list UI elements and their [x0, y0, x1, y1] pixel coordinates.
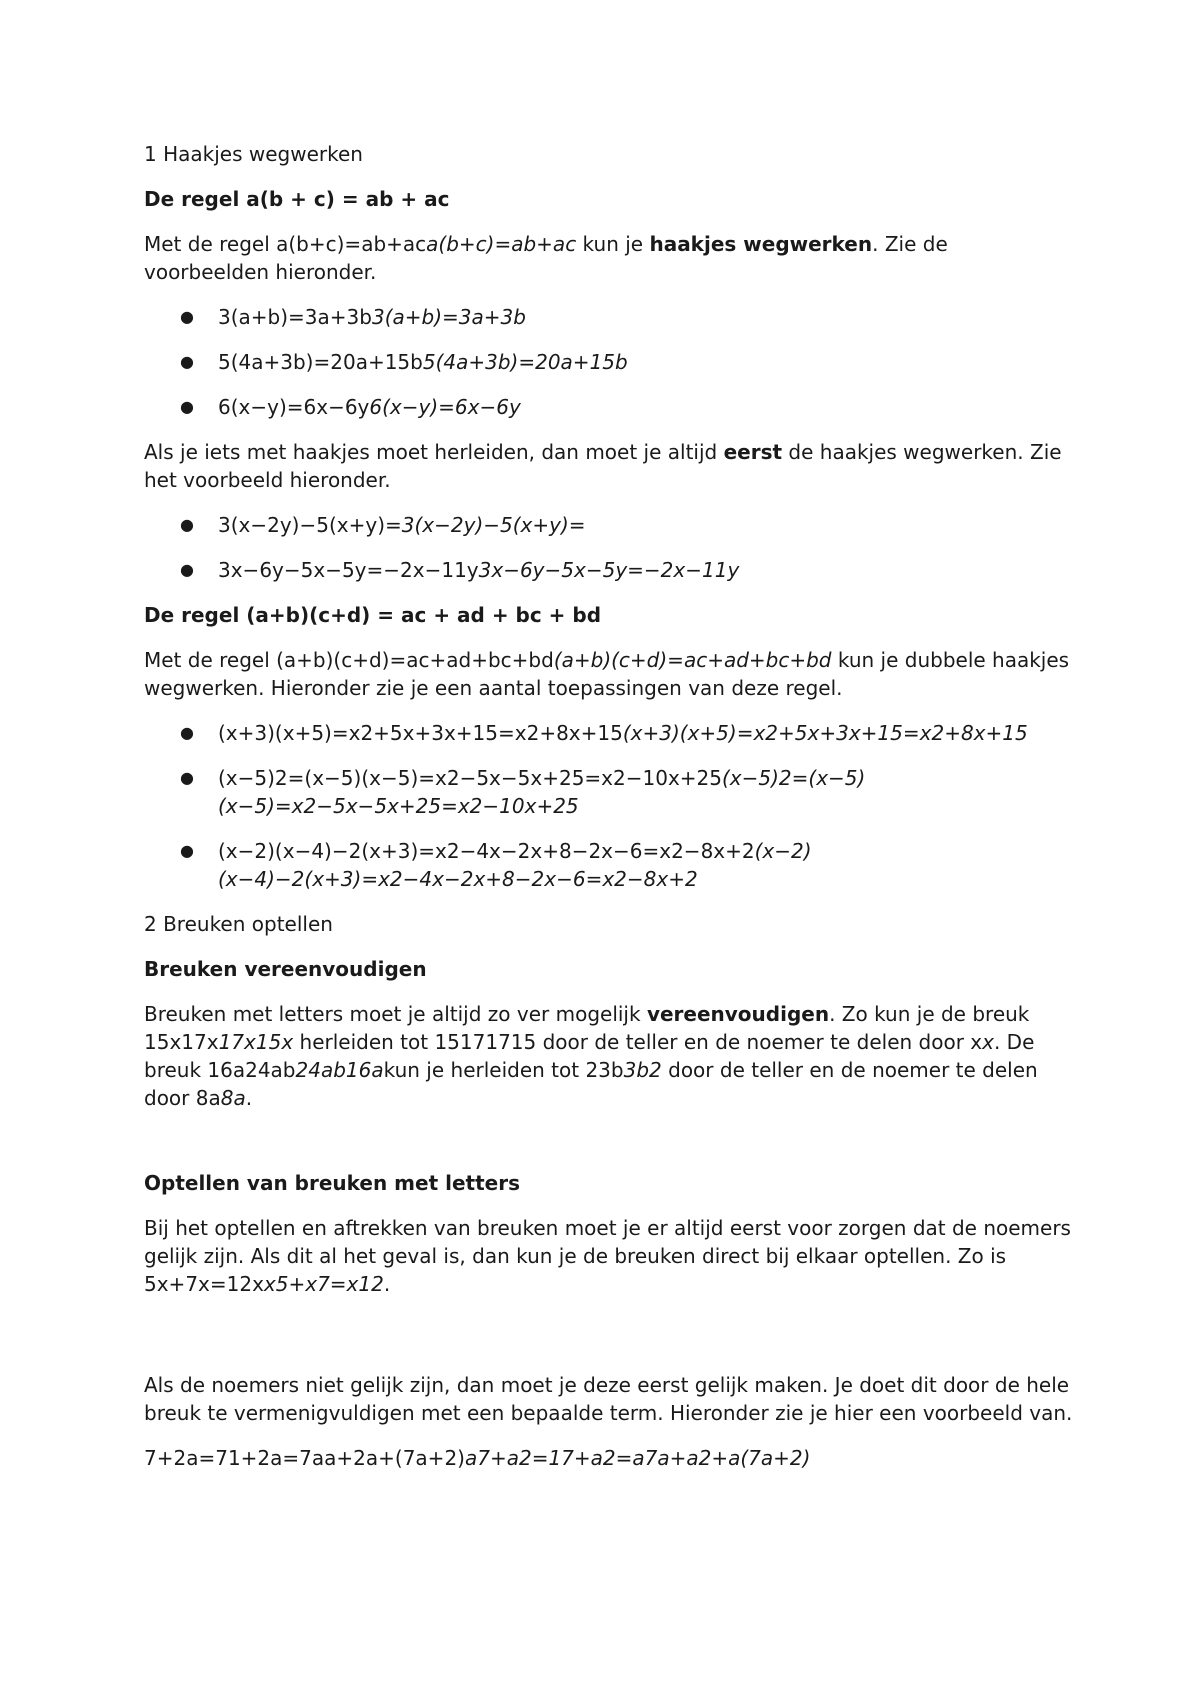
text-run: kun je dubbele haakjes wegwerken. Hieronder zie je een aantal toepassingen van deze regel.: [144, 648, 1070, 700]
list-item: [144, 556, 1074, 584]
math-italic: (x−5)2=(x−5)(x−5)=x2−5x−5x+25=x2−10x+25: [218, 766, 866, 818]
example-list-2: [144, 511, 1074, 584]
text-run: .: [245, 1086, 253, 1110]
subheading-optellen: Optellen van breuken met letters: [144, 1171, 520, 1195]
math-italic: 17x15x: [218, 1030, 294, 1054]
list-item: [144, 393, 1074, 421]
subheading-vereenvoudigen: Breuken vereenvoudigen: [144, 957, 427, 981]
math-italic: x5+x7=x12: [263, 1272, 384, 1296]
math-italic: (x+3)(x+5)=x2+5x+3x+15=x2+8x+15: [622, 721, 1028, 745]
spacer: [144, 1112, 1074, 1152]
list-item: [144, 511, 1074, 539]
text-run: Bij het optellen en aftrekken van breuken moet je er altijd eerst voor zorgen dat de noemers gelijk zijn. Als dit al het geval is, dan kun je de breuken direct bij elkaar optellen. Zo is 5x+7x=12x: [144, 1216, 1071, 1296]
text-run: .: [383, 1272, 391, 1296]
math-text: 3(a+b)=3a+3b: [218, 305, 372, 329]
bullet-icon: ●: [180, 560, 194, 579]
text-run: Breuken met letters moet je altijd zo ver mogelijk: [144, 1002, 647, 1026]
paragraph-intro-rule2: [144, 646, 1074, 702]
text-run: herleiden tot 15171715 door de teller en de noemer te delen door x: [293, 1030, 983, 1054]
bullet-icon: ●: [180, 397, 194, 416]
text-run: Met de regel a(b+c)=ab+ac: [144, 232, 427, 256]
bold-term: vereenvoudigen: [646, 1002, 830, 1026]
math-text: (x−2)(x−4)−2(x+3)=x2−4x−2x+8−2x−6=x2−8x+2: [218, 839, 755, 863]
math-text: 6(x−y)=6x−6y: [218, 395, 370, 419]
math-italic: a(b+c)=ab+ac: [426, 232, 577, 256]
rule-heading-1: De regel a(b + c) = ab + ac: [144, 187, 450, 211]
math-text: (x−5)2=(x−5)(x−5)=x2−5x−5x+25=x2−10x+25: [218, 766, 722, 790]
math-text: 5(4a+3b)=20a+15b: [218, 350, 423, 374]
example-list-1: [144, 303, 1074, 421]
list-item: [144, 719, 1074, 747]
text-run: . De breuk 16a24ab: [144, 1030, 1035, 1082]
math-italic: 3x−6y−5x−5y=−2x−11y: [478, 558, 740, 582]
math-italic: 5(4a+3b)=20a+15b: [422, 350, 628, 374]
paragraph-vereenvoudigen: [144, 1000, 1074, 1112]
math-text: 7+2a=71+2a=7aa+2a+(7a+2): [144, 1446, 465, 1470]
list-item: [144, 348, 1074, 376]
paragraph-herleiden: [144, 438, 1074, 494]
bullet-icon: ●: [180, 307, 194, 326]
text-run: kun je herleiden tot 23b: [383, 1058, 624, 1082]
paragraph-noemers: Als de noemers niet gelijk zijn, dan moet je deze eerst gelijk maken. Je doet dit door de hele breuk te vermenigvuldigen met een bepaalde term. Hieronder zie je hier een voorbeeld van.: [144, 1373, 1073, 1425]
list-item: [144, 837, 1074, 893]
text-run: . Zo kun je de breuk 15x17x: [144, 1002, 1030, 1054]
bold-term: haakjes wegwerken: [649, 232, 873, 256]
spacer: [144, 1298, 1074, 1354]
math-italic: x: [982, 1030, 994, 1054]
bold-term: eerst: [723, 440, 783, 464]
math-italic: a7+a2=17+a2=a7a+a2+a(7a+2): [464, 1446, 811, 1470]
section-title-2: 2 Breuken optellen: [144, 912, 333, 936]
list-item: [144, 303, 1074, 331]
example-list-3: [144, 719, 1074, 893]
bullet-icon: ●: [180, 515, 194, 534]
math-italic: 3(x−2y)−5(x+y)=: [401, 513, 586, 537]
bullet-icon: ●: [180, 723, 194, 742]
text-run: kun je: [576, 232, 650, 256]
text-run: door de teller en de noemer te delen door 8a: [144, 1058, 1038, 1110]
paragraph-optellen: [144, 1214, 1074, 1298]
text-run: Met de regel (a+b)(c+d)=ac+ad+bc+bd: [144, 648, 554, 672]
math-text: (x+3)(x+5)=x2+5x+3x+15=x2+8x+15: [218, 721, 623, 745]
section-title-1: 1 Haakjes wegwerken: [144, 142, 363, 166]
text-run: . Zie de voorbeelden hieronder.: [144, 232, 948, 284]
bullet-icon: ●: [180, 768, 194, 787]
paragraph-intro-rule1: [144, 230, 1074, 286]
math-text: 3x−6y−5x−5y=−2x−11y: [218, 558, 479, 582]
equation-example: [144, 1444, 1074, 1472]
math-italic: 3b2: [623, 1058, 662, 1082]
bullet-icon: ●: [180, 352, 194, 371]
text-run: de haakjes wegwerken. Zie het voorbeeld hieronder.: [144, 440, 1062, 492]
math-italic: 24ab16a: [295, 1058, 384, 1082]
math-italic: 6(x−y)=6x−6y: [369, 395, 521, 419]
document-content: [144, 140, 1074, 1472]
math-text: 3(x−2y)−5(x+y)=: [218, 513, 402, 537]
text-run: Als je iets met haakjes moet herleiden, dan moet je altijd: [144, 440, 724, 464]
bullet-icon: ●: [180, 841, 194, 860]
list-item: [144, 764, 1074, 820]
math-italic: 3(a+b)=3a+3b: [371, 305, 526, 329]
math-italic: 8a: [220, 1086, 246, 1110]
math-italic: (a+b)(c+d)=ac+ad+bc+bd: [553, 648, 832, 672]
rule-heading-2: De regel (a+b)(c+d) = ac + ad + bc + bd: [144, 603, 602, 627]
math-italic: (x−2)(x−4)−2(x+3)=x2−4x−2x+8−2x−6=x2−8x+2: [218, 839, 812, 891]
